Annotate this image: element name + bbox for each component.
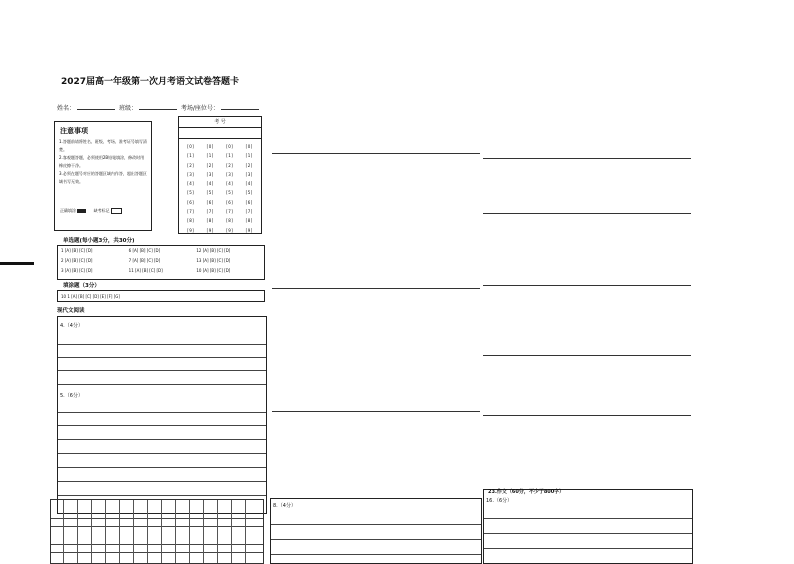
digit-bubble[interactable]: [6] [245, 199, 253, 205]
digit-bubble[interactable]: [4] [245, 181, 253, 187]
multi-answer-row[interactable]: 10 1 [A] [B] [C] [D] [E] [F] [G] [57, 290, 265, 302]
exam-id-header: 考 号 [179, 117, 261, 128]
mc-item[interactable]: 12 [A] [B] [C] [D] [196, 248, 231, 253]
answer-line[interactable] [58, 453, 266, 454]
q4-label: 4.（4分） [60, 323, 83, 329]
answer-line[interactable] [58, 439, 266, 440]
answer-line[interactable] [483, 213, 691, 214]
digit-bubble[interactable]: [4] [226, 181, 234, 187]
notes-line: 1.答题前请将姓名、班级、考场、准考证号填写清楚。 [59, 139, 147, 152]
notes-box [54, 121, 152, 231]
digit-bubble[interactable]: [3] [206, 171, 214, 177]
digit-bubble[interactable]: [0] [187, 144, 195, 149]
mc-answer-box [57, 245, 265, 280]
digit-bubble[interactable]: [9] [187, 227, 195, 233]
digit-bubble[interactable]: [4] [206, 181, 214, 187]
digit-bubble[interactable]: [8] [206, 218, 214, 224]
digit-bubble[interactable]: [1] [226, 153, 234, 159]
digit-bubble[interactable]: [1] [245, 153, 253, 159]
answer-line[interactable] [58, 467, 266, 468]
notes-heading: 注意事项 [60, 127, 88, 135]
digit-bubble[interactable]: [8] [226, 218, 234, 224]
mc-item[interactable]: 13 [A] [B] [C] [D] [196, 258, 231, 263]
student-info-row [57, 103, 261, 112]
mc-item[interactable]: 3 [A] [B] [C] [D] [61, 268, 93, 273]
mc-item[interactable]: 2 [A] [B] [C] [D] [61, 258, 93, 263]
fill-label: 正确填涂 [60, 208, 76, 213]
composition-grid[interactable] [50, 499, 264, 564]
grid-col-line [91, 500, 92, 563]
exam-id-box [178, 116, 262, 234]
q8-label: 8.（4分） [273, 503, 296, 509]
digit-bubble[interactable]: [5] [226, 190, 234, 196]
absent-mark-box[interactable] [111, 208, 122, 214]
answer-line[interactable] [271, 539, 481, 540]
grid-col-line [63, 500, 64, 563]
digit-bubble[interactable]: [2] [245, 162, 253, 168]
mc-item[interactable]: 1 [A] [B] [C] [D] [61, 248, 93, 253]
name-label: 姓名： [57, 105, 76, 112]
digit-column[interactable] [246, 142, 253, 235]
grid-col-line [245, 500, 246, 563]
answer-line[interactable] [58, 344, 266, 345]
answer-line[interactable] [484, 518, 692, 519]
mc-item[interactable]: 11 [A] [B] [C] [D] [128, 268, 163, 273]
digit-column[interactable] [207, 142, 214, 235]
digit-bubble[interactable]: [6] [226, 199, 234, 205]
answer-line[interactable] [58, 495, 266, 496]
grid-col-line [203, 500, 204, 563]
digit-bubble[interactable]: [2] [206, 162, 214, 168]
answer-line[interactable] [271, 554, 481, 555]
answer-sheet-title: 2027届高一年级第一次月考语文试卷答题卡 [60, 77, 240, 87]
mc-heading: 单选题(每小题3分，共30分) [63, 238, 135, 244]
digit-column[interactable] [187, 142, 194, 235]
mc-row [58, 266, 264, 276]
digit-column[interactable] [226, 142, 233, 235]
q8-answer-box [270, 498, 482, 564]
notes-line: 3.必须在题号对应的答题区域内作答，超出答题区域书写无效。 [59, 171, 147, 184]
digit-bubble[interactable]: [3] [245, 171, 253, 177]
reading-heading: 现代文阅读 [57, 308, 85, 314]
filled-sample-icon [77, 209, 86, 213]
answer-line[interactable] [272, 153, 480, 154]
grid-col-line [189, 500, 190, 563]
grid-col-line [161, 500, 162, 563]
binding-mark [0, 262, 34, 265]
grid-col-line [105, 500, 106, 563]
digit-bubble[interactable]: [2] [226, 162, 234, 168]
digit-bubble[interactable]: [7] [226, 209, 234, 215]
answer-line[interactable] [271, 524, 481, 525]
digit-bubble[interactable]: [9] [245, 227, 253, 233]
digit-bubble[interactable]: [4] [187, 181, 195, 187]
miss-label: 缺考标记 [93, 208, 110, 213]
answer-line[interactable] [483, 355, 691, 356]
digit-bubble[interactable]: [0] [226, 144, 234, 149]
room-field[interactable] [221, 103, 259, 110]
q16-label: 16.（6分） [486, 498, 513, 504]
answer-line[interactable] [483, 415, 691, 416]
answer-line[interactable] [483, 285, 691, 286]
answer-line[interactable] [272, 288, 480, 289]
answer-line[interactable] [58, 357, 266, 358]
digit-bubble[interactable]: [1] [206, 153, 214, 159]
class-label: 班级： [118, 105, 137, 112]
notes-line: 2.客观题答题，必须使用2B铅笔填涂，修改时用橡皮擦干净。 [59, 155, 145, 168]
name-field[interactable] [77, 103, 115, 110]
digit-bubble[interactable]: [8] [245, 218, 253, 224]
digit-bubble[interactable]: [7] [206, 209, 214, 215]
composition-heading: 23.作文（60分，不少于800字） [488, 489, 565, 495]
answer-line[interactable] [58, 384, 266, 385]
digit-bubble[interactable]: [3] [187, 171, 195, 177]
class-field[interactable] [139, 103, 177, 110]
answer-line[interactable] [58, 412, 266, 413]
digit-bubble[interactable]: [0] [206, 144, 214, 149]
mc-row [58, 256, 264, 266]
composition-answer-box [483, 489, 693, 564]
exam-id-digit-grid [179, 139, 261, 235]
grid-col-line [133, 500, 134, 563]
digit-bubble[interactable]: [7] [187, 209, 195, 215]
digit-bubble[interactable]: [6] [187, 199, 195, 205]
answer-line[interactable] [272, 411, 480, 412]
digit-bubble[interactable]: [0] [245, 144, 253, 149]
answer-line[interactable] [58, 481, 266, 482]
mc-item[interactable]: 10 [A] [B] [C] [D] [196, 268, 231, 273]
mc-item[interactable]: 6 [A] [B] [C] [D] [128, 248, 161, 253]
answer-line[interactable] [484, 548, 692, 549]
answer-line[interactable] [58, 370, 266, 371]
digit-bubble[interactable]: [8] [187, 218, 195, 224]
fill-legend [60, 208, 122, 214]
digit-bubble[interactable]: [5] [206, 190, 214, 196]
grid-col-line [175, 500, 176, 563]
answer-line[interactable] [58, 425, 266, 426]
digit-bubble[interactable]: [9] [226, 227, 234, 233]
multi-heading: 填涂题（3分） [63, 283, 100, 289]
grid-col-line [147, 500, 148, 563]
grid-col-line [77, 500, 78, 563]
room-label: 考场/座位号： [180, 105, 219, 112]
q5-label: 5.（6分） [60, 393, 83, 399]
answer-line[interactable] [484, 533, 692, 534]
digit-bubble[interactable]: [9] [206, 227, 214, 233]
mc-item[interactable]: 7 [A] [B] [C] [D] [128, 258, 161, 263]
digit-bubble[interactable]: [1] [187, 153, 195, 159]
digit-bubble[interactable]: [6] [206, 199, 214, 205]
digit-bubble[interactable]: [5] [245, 190, 253, 196]
digit-bubble[interactable]: [3] [226, 171, 234, 177]
digit-bubble[interactable]: [7] [245, 209, 253, 215]
grid-col-line [119, 500, 120, 563]
exam-id-write-row[interactable] [179, 128, 261, 139]
answer-line[interactable] [483, 158, 691, 159]
grid-col-line [217, 500, 218, 563]
digit-bubble[interactable]: [5] [187, 190, 195, 196]
grid-col-line [231, 500, 232, 563]
mc-row [58, 246, 264, 256]
digit-bubble[interactable]: [2] [187, 162, 195, 168]
reading-answer-box [57, 316, 267, 514]
